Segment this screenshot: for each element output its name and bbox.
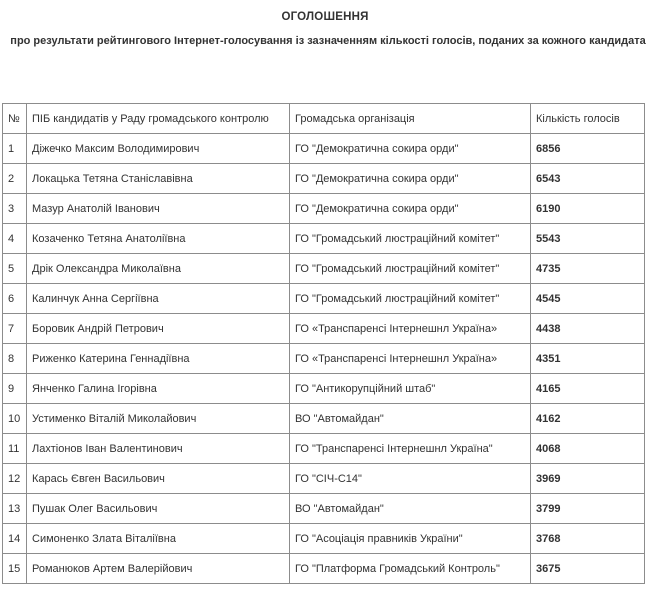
table-row <box>3 374 645 404</box>
organization-name: ГО "Громадський люстраційний комітет" <box>290 284 531 314</box>
candidate-name: Дрік Олександра Миколаївна <box>27 254 290 284</box>
candidate-name: Мазур Анатолій Іванович <box>27 194 290 224</box>
row-number: 14 <box>3 524 27 554</box>
candidate-name: Карась Євген Васильович <box>27 464 290 494</box>
row-number: 1 <box>3 134 27 164</box>
organization-name: ГО "Демократична сокира орди" <box>290 194 531 224</box>
table-row <box>3 434 645 464</box>
row-number: 11 <box>3 434 27 464</box>
organization-name: ГО «Транспаренсі Інтернешнл Україна» <box>290 314 531 344</box>
candidate-name: Локацька Тетяна Станіславівна <box>27 164 290 194</box>
column-header-votes: Кількість голосів <box>531 104 645 134</box>
results-table <box>2 103 645 584</box>
row-number: 8 <box>3 344 27 374</box>
organization-name: ГО "Антикорупційний штаб" <box>290 374 531 404</box>
candidate-name: Устименко Віталій Миколайович <box>27 404 290 434</box>
page-subtitle: про результати рейтингового Інтернет-голосування із зазначенням кількості голосів, поданих за кожного кандидата <box>10 35 646 47</box>
row-number: 6 <box>3 284 27 314</box>
organization-name: ГО "Демократична сокира орди" <box>290 164 531 194</box>
table-row <box>3 164 645 194</box>
organization-name: ГО "Громадський люстраційний комітет" <box>290 254 531 284</box>
organization-name: ГО "Асоціація правників України" <box>290 524 531 554</box>
table-row <box>3 314 645 344</box>
vote-count: 5543 <box>531 224 645 254</box>
candidate-name: Калинчук Анна Сергіївна <box>27 284 290 314</box>
row-number: 4 <box>3 224 27 254</box>
row-number: 5 <box>3 254 27 284</box>
candidate-name: Діжечко Максим Володимирович <box>27 134 290 164</box>
vote-count: 3675 <box>531 554 645 584</box>
row-number: 2 <box>3 164 27 194</box>
table-row <box>3 284 645 314</box>
table-row <box>3 494 645 524</box>
organization-name: ГО "Транспаренсі Інтернешнл Україна" <box>290 434 531 464</box>
column-header-candidate: ПІБ кандидатів у Раду громадського контролю <box>27 104 290 134</box>
vote-count: 3799 <box>531 494 645 524</box>
row-number: 12 <box>3 464 27 494</box>
organization-name: ГО "Громадський люстраційний комітет" <box>290 224 531 254</box>
candidate-name: Пушак Олег Васильович <box>27 494 290 524</box>
row-number: 9 <box>3 374 27 404</box>
vote-count: 3768 <box>531 524 645 554</box>
candidate-name: Козаченко Тетяна Анатоліївна <box>27 224 290 254</box>
table-row <box>3 554 645 584</box>
page-title: ОГОЛОШЕННЯ <box>281 11 369 23</box>
organization-name: ГО «Транспаренсі Інтернешнл Україна» <box>290 344 531 374</box>
candidate-name: Романюков Артем Валерійович <box>27 554 290 584</box>
organization-name: ВО "Автомайдан" <box>290 494 531 524</box>
table-row <box>3 254 645 284</box>
row-number: 15 <box>3 554 27 584</box>
vote-count: 4162 <box>531 404 645 434</box>
vote-count: 4735 <box>531 254 645 284</box>
candidate-name: Риженко Катерина Геннадіївна <box>27 344 290 374</box>
table-row <box>3 524 645 554</box>
candidate-name: Боровик Андрій Петрович <box>27 314 290 344</box>
candidate-name: Янченко Галина Ігорівна <box>27 374 290 404</box>
table-row <box>3 134 645 164</box>
organization-name: ВО "Автомайдан" <box>290 404 531 434</box>
vote-count: 6543 <box>531 164 645 194</box>
table-row <box>3 464 645 494</box>
table-row <box>3 404 645 434</box>
vote-count: 6190 <box>531 194 645 224</box>
row-number: 10 <box>3 404 27 434</box>
vote-count: 3969 <box>531 464 645 494</box>
column-header-organization: Громадська організація <box>290 104 531 134</box>
vote-count: 4068 <box>531 434 645 464</box>
table-header-row <box>3 104 645 134</box>
row-number: 13 <box>3 494 27 524</box>
row-number: 3 <box>3 194 27 224</box>
vote-count: 4351 <box>531 344 645 374</box>
table-row <box>3 224 645 254</box>
organization-name: ГО "СІЧ-С14" <box>290 464 531 494</box>
organization-name: ГО "Платформа Громадський Контроль" <box>290 554 531 584</box>
row-number: 7 <box>3 314 27 344</box>
vote-count: 6856 <box>531 134 645 164</box>
vote-count: 4545 <box>531 284 645 314</box>
vote-count: 4165 <box>531 374 645 404</box>
vote-count: 4438 <box>531 314 645 344</box>
table-body <box>3 134 645 584</box>
candidate-name: Лахтіонов Іван Валентинович <box>27 434 290 464</box>
column-header-number: № <box>3 104 27 134</box>
candidate-name: Симоненко Злата Віталіївна <box>27 524 290 554</box>
table-row <box>3 194 645 224</box>
table-row <box>3 344 645 374</box>
organization-name: ГО "Демократична сокира орди" <box>290 134 531 164</box>
